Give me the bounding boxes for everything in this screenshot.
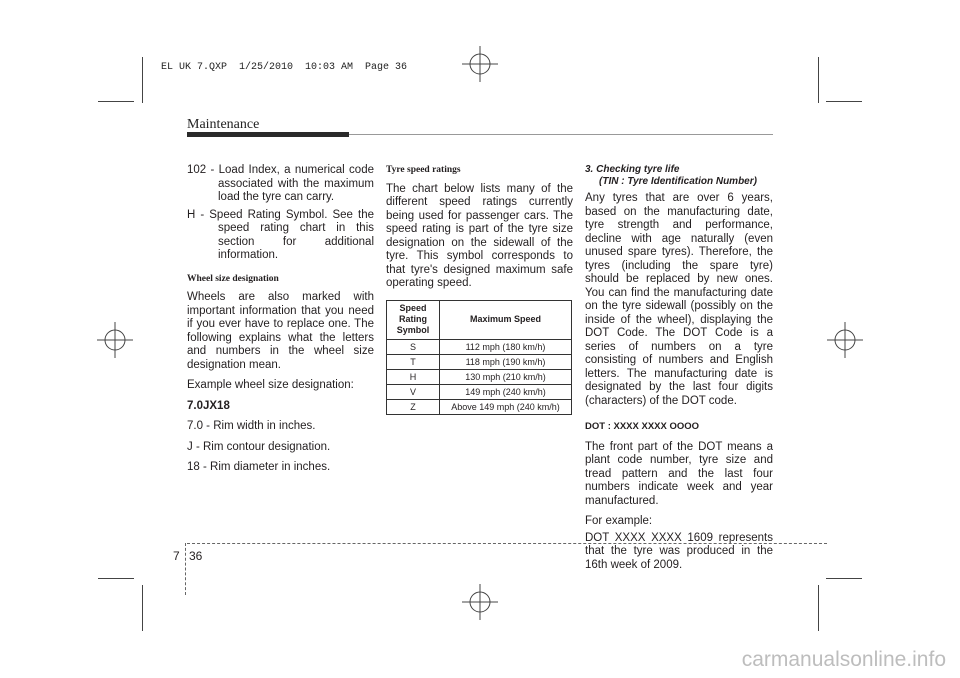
footer-divider: [185, 543, 186, 595]
table-cell: V: [387, 384, 440, 399]
table-cell: Z: [387, 399, 440, 414]
table-header: Maximum Speed: [440, 300, 572, 339]
tyre-life-title: 3. Checking tyre life: [585, 164, 680, 175]
rim-diameter-text: 18 - Rim diameter in inches.: [187, 461, 331, 473]
table-header-row: [387, 300, 572, 339]
crop-mark: [98, 101, 134, 102]
speed-symbol-text: H - Speed Rating Symbol. See the speed rating chart in this section for additional information.: [187, 208, 374, 261]
tyre-life-text: Any tyres that are over 6 years, based on the manufacturing date, tyre strength and performance, decline with age naturally (even unused spare tyres). Therefore, the tyres (including the spare tyre) should be replaced by new ones. You can find the manufacturing date on the tyre sidewall (possibly on the inside of the wheel), displaying the DOT Code. The DOT Code is a series of numbers on a tyre consisting of numbers and English letters. The manufacturing date is designated by the last four digits (characters) of the DOT code.: [585, 192, 773, 407]
column-3: [585, 164, 773, 579]
dot-label: DOT : XXXX XXXX OOOO: [585, 421, 700, 432]
table-row: [387, 399, 572, 414]
table-cell: 112 mph (180 km/h): [440, 339, 572, 354]
page-number: 36: [189, 549, 203, 563]
crop-mark: [818, 585, 819, 631]
watermark-text: carmanualsonline.info: [741, 648, 946, 671]
registration-mark-icon: [97, 322, 133, 358]
crop-mark: [142, 57, 143, 103]
registration-mark-icon: [462, 46, 498, 82]
example-code: 7.0JX18: [187, 399, 230, 412]
section-title: Maintenance: [187, 117, 260, 132]
table-cell: Above 149 mph (240 km/h): [440, 399, 572, 414]
wheel-size-text: Wheels are also marked with important information that you need if you ever have to replace one. The following explains what the letters and numbers in the wheel size designation mean.: [187, 291, 374, 371]
table-cell: 118 mph (190 km/h): [440, 354, 572, 369]
dot-explanation: The front part of the DOT means a plant code number, tyre size and tread pattern and the last four numbers indicate week and year manufactured.: [585, 440, 773, 507]
crop-mark: [818, 57, 819, 103]
crop-mark: [826, 101, 862, 102]
registration-mark-icon: [827, 322, 863, 358]
column-1: [187, 164, 374, 482]
registration-mark-icon: [462, 584, 498, 620]
table-cell: 130 mph (210 km/h): [440, 369, 572, 384]
dot-example: DOT XXXX XXXX 1609 represents that the tyre was produced in the 16th week of 2009.: [585, 531, 773, 571]
table-row: [387, 354, 572, 369]
crop-mark: [98, 578, 134, 579]
chapter-number: 7: [173, 549, 180, 563]
header-bar: [187, 132, 349, 137]
load-index-text: 102 - Load Index, a numerical code associated with the maximum load the tyre can carry.: [187, 164, 374, 203]
table-cell: S: [387, 339, 440, 354]
example-label: Example wheel size designation:: [187, 379, 354, 391]
table-cell: 149 mph (240 km/h): [440, 384, 572, 399]
example-intro: For example:: [585, 515, 653, 527]
crop-mark: [826, 578, 862, 579]
rim-width-text: 7.0 - Rim width in inches.: [187, 420, 316, 432]
tin-subheading: (TIN : Tyre Identification Number): [599, 176, 757, 187]
column-2: [386, 164, 573, 415]
speed-ratings-text: The chart below lists many of the different speed ratings currently being used for passenger cars. The speed rating is part of the tyre size designation on the sidewall of the tyre. This symbol corresponds to that tyre's designed maximum safe operating speed.: [386, 182, 573, 289]
print-slug: EL UK 7.QXP 1/25/2010 10:03 AM Page 36: [161, 62, 408, 73]
table-row: [387, 339, 572, 354]
speed-rating-table: [386, 300, 572, 415]
tyre-life-heading: [585, 164, 773, 188]
crop-mark: [142, 585, 143, 631]
table-cell: H: [387, 369, 440, 384]
wheel-size-heading: Wheel size designation: [187, 273, 279, 284]
table-cell: T: [387, 354, 440, 369]
speed-ratings-heading: Tyre speed ratings: [386, 165, 461, 175]
table-row: [387, 369, 572, 384]
table-row: [387, 384, 572, 399]
rim-contour-text: J - Rim contour designation.: [187, 440, 331, 453]
footer-rule: [187, 543, 827, 544]
table-header: Speed Rating Symbol: [387, 300, 440, 339]
